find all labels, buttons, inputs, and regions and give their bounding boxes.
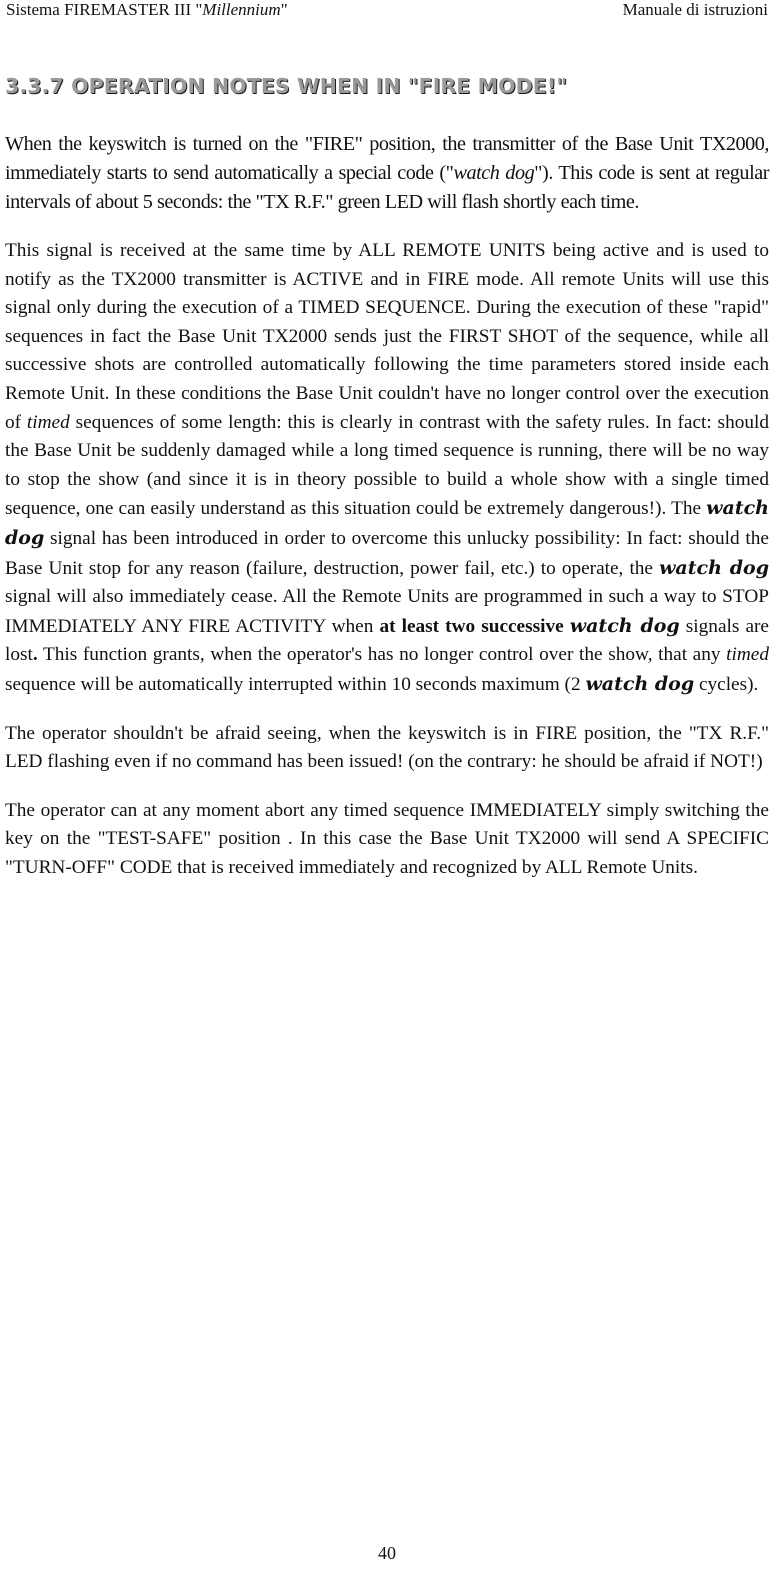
document-body	[5, 130, 769, 902]
watch-dog-term: watch dog	[5, 497, 769, 549]
watch-dog-term: watch dog	[585, 672, 695, 695]
paragraph-intro: When the keyswitch is turned on the "FIRE" position, the transmitter of the Base Unit TX2000, immediately starts to send automatically a special code ("watch dog"). This code is sent at regular intervals of about 5 seconds: the "TX R.F." green LED will flash shortly each time.	[5, 133, 770, 213]
page-header	[6, 0, 768, 22]
paragraph-abort-note: The operator can at any moment abort any timed sequence IMMEDIATELY simply switching the key on the "TEST-SAFE" position . In this case the Base Unit TX2000 will send A SPECIFIC "TURN-OFF" CODE that is received immediately and recognized by ALL Remote Units.	[5, 799, 769, 878]
watch-dog-term: watch dog	[659, 556, 770, 579]
header-left: Sistema FIREMASTER III "Millennium"	[6, 0, 288, 19]
paragraph-led-note: The operator shouldn't be afraid seeing, when the keyswitch is in FIRE position, the "TX R.F." LED flashing even if no command has been issued! (on the contrary: he should be afraid if NOT!)	[5, 722, 769, 773]
page-number: 40	[378, 1543, 396, 1563]
watch-dog-term: watch dog	[569, 614, 680, 637]
section-title: 3.3.7 OPERATION NOTES WHEN IN "FIRE MODE!"	[5, 74, 568, 98]
header-right: Manuale di istruzioni	[622, 0, 768, 19]
paragraph-watchdog-explanation: This signal is received at the same time by ALL REMOTE UNITS being active and is used to notify as the TX2000 transmitter is ACTIVE and in FIRE mode. All remote Units will use this signal only during the execution of a TIMED SEQUENCE. During the execution of these "rapid" sequences in fact the Base Unit TX2000 sends just the FIRST SHOT of the sequence, while all successive shots are controlled automatically following the time parameters stored inside each Remote Unit. In these conditions the Base Unit couldn't have no longer control over the execution of timed sequences of some length: this is clearly in contrast with the safety rules. In fact: should the Base Unit be suddenly damaged while a long timed sequence is running, there will be no way to stop the show (and since it is in theory possible to build a whole show with a single timed sequence, one can easily understand as this situation could be extremely dangerous!). The watch dog signal has been introduced in order to overcome this unlucky possibility: In fact: should the Base Unit stop for any reason (failure, destruction, power fail, etc.) to operate, the watch dog signal will also immediately cease. All the Remote Units are programmed in such a way to STOP IMMEDIATELY ANY FIRE ACTIVITY when at least two successive watch dog signals are lost. This function grants, when the operator's has no longer control over the show, that any timed sequence will be automatically interrupted within 10 seconds maximum (2 watch dog cycles).	[5, 240, 770, 695]
